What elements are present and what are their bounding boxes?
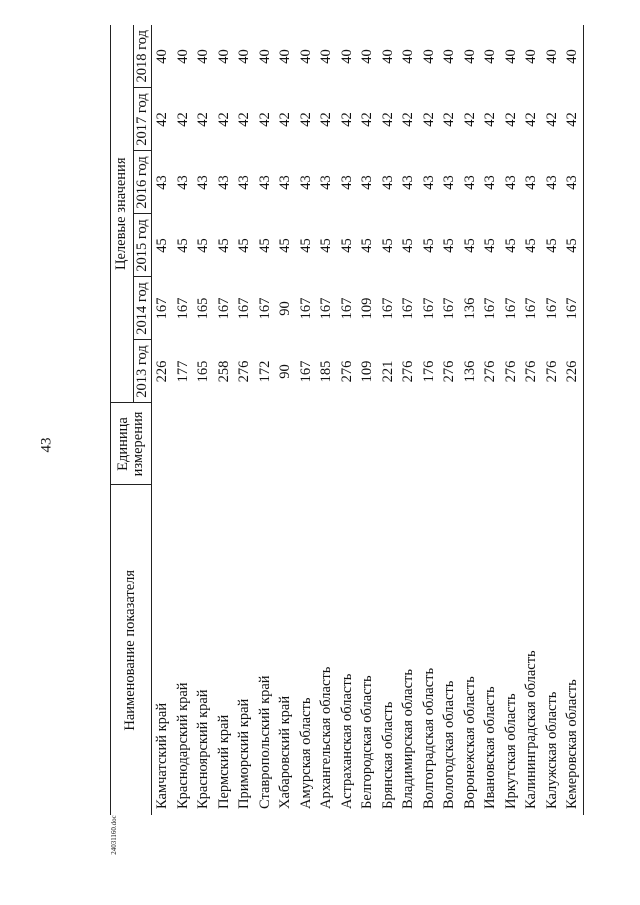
region-name-cell: Калужская область: [543, 691, 560, 809]
unit-cell: [275, 403, 296, 485]
value-cell: 40: [461, 49, 478, 64]
value-cell: 42: [215, 112, 232, 127]
value-cell: 43: [400, 175, 416, 190]
value-cell: 276: [482, 360, 498, 383]
value-cell: 42: [482, 112, 498, 127]
region-name-cell: Белгородская область: [359, 675, 375, 809]
value-cell: 42: [441, 112, 457, 127]
region-name-cell: Вологодская область: [441, 680, 457, 809]
value-cell: 90: [277, 364, 293, 379]
region-name-cell: Волгоградская область: [420, 667, 437, 809]
unit-cell: [357, 403, 378, 485]
value-cell: 40: [523, 49, 539, 64]
value-cell: 177: [174, 360, 191, 383]
table-row: [501, 25, 522, 815]
value-cell: 172: [256, 360, 273, 383]
value-cell: 43: [154, 175, 170, 190]
value-cell: 40: [236, 49, 252, 64]
value-cell: 43: [195, 175, 211, 190]
value-cell: 43: [236, 175, 252, 190]
value-cell: 42: [256, 112, 273, 127]
unit-cell: [439, 403, 460, 485]
value-cell: 43: [482, 175, 498, 190]
header-year-2014: 2014 год: [134, 277, 152, 340]
value-cell: 45: [441, 238, 457, 253]
value-cell: 276: [338, 360, 355, 383]
value-cell: 45: [400, 238, 416, 253]
value-cell: 42: [523, 112, 539, 127]
unit-cell: [296, 403, 317, 485]
value-cell: 40: [338, 49, 355, 64]
value-cell: 45: [482, 238, 498, 253]
value-cell: 45: [154, 238, 170, 253]
value-cell: 42: [195, 112, 211, 127]
table-row: [419, 25, 440, 815]
value-cell: 167: [379, 297, 396, 320]
value-cell: 42: [174, 112, 191, 127]
value-cell: 185: [318, 360, 334, 383]
indicator-table: [110, 25, 584, 815]
value-cell: 43: [174, 175, 191, 190]
value-cell: 40: [318, 49, 334, 64]
value-cell: 43: [359, 175, 375, 190]
table-row: [193, 25, 214, 815]
value-cell: 40: [441, 49, 457, 64]
region-name-cell: Амурская область: [297, 697, 314, 809]
value-cell: 43: [379, 175, 396, 190]
value-cell: 40: [256, 49, 273, 64]
value-cell: 45: [174, 238, 191, 253]
value-cell: 276: [400, 360, 416, 383]
value-cell: 40: [562, 25, 583, 88]
region-name-cell: Воронежская область: [461, 676, 478, 809]
value-cell: 45: [543, 238, 560, 253]
value-cell: 43: [461, 175, 478, 190]
value-cell: 45: [562, 214, 583, 277]
value-cell: 109: [359, 360, 375, 383]
value-cell: 167: [318, 297, 334, 320]
table-row: [316, 25, 337, 815]
value-cell: 42: [562, 88, 583, 151]
value-cell: 42: [379, 112, 396, 127]
page-number: 43: [38, 437, 55, 453]
unit-cell: [337, 403, 358, 485]
value-cell: 45: [359, 238, 375, 253]
table-row: [562, 25, 583, 815]
value-cell: 167: [400, 297, 416, 320]
unit-cell: [193, 403, 214, 485]
value-cell: 40: [420, 49, 437, 64]
unit-cell: [173, 403, 194, 485]
table-row: [234, 25, 255, 815]
table-row: [378, 25, 399, 815]
table-row: [255, 25, 276, 815]
region-name-cell: Хабаровский край: [277, 695, 293, 809]
value-cell: 42: [338, 112, 355, 127]
region-name-cell: Архангельская область: [318, 666, 334, 809]
value-cell: 42: [461, 112, 478, 127]
table-header: [111, 25, 152, 815]
value-cell: 43: [318, 175, 334, 190]
value-cell: 40: [359, 49, 375, 64]
header-year-2017: 2017 год: [134, 88, 152, 151]
table-row: [296, 25, 317, 815]
unit-cell: [316, 403, 337, 485]
table-row: [214, 25, 235, 815]
value-cell: 167: [174, 297, 191, 320]
value-cell: 167: [236, 297, 252, 320]
table-row: [275, 25, 296, 815]
unit-cell: [562, 403, 583, 485]
value-cell: 43: [338, 175, 355, 190]
region-name-cell: Краснодарский край: [174, 682, 191, 809]
value-cell: 221: [379, 360, 396, 383]
region-name-cell: Кемеровская область: [562, 485, 583, 815]
table-row: [173, 25, 194, 815]
region-name-cell: Брянская область: [379, 701, 396, 809]
value-cell: 136: [461, 360, 478, 383]
table-row: [357, 25, 378, 815]
region-name-cell: Калининградская область: [523, 650, 539, 809]
document-code: 24031160.doc: [110, 815, 118, 855]
value-cell: 43: [215, 175, 232, 190]
unit-cell: [521, 403, 542, 485]
value-cell: 165: [195, 360, 211, 383]
value-cell: 40: [400, 49, 416, 64]
value-cell: 167: [543, 297, 560, 320]
header-indicator: Наименование показателя: [111, 485, 152, 815]
value-cell: 45: [195, 238, 211, 253]
unit-cell: [419, 403, 440, 485]
value-cell: 167: [215, 297, 232, 320]
value-cell: 43: [441, 175, 457, 190]
value-cell: 90: [277, 301, 293, 316]
value-cell: 136: [461, 297, 478, 320]
value-cell: 42: [359, 112, 375, 127]
value-cell: 43: [420, 175, 437, 190]
value-cell: 167: [523, 297, 539, 320]
value-cell: 40: [277, 49, 293, 64]
value-cell: 42: [400, 112, 416, 127]
value-cell: 109: [359, 297, 375, 320]
value-cell: 45: [523, 238, 539, 253]
value-cell: 176: [420, 360, 437, 383]
region-name-cell: Пермский край: [215, 714, 232, 809]
value-cell: 43: [562, 151, 583, 214]
value-cell: 40: [195, 49, 211, 64]
value-cell: 40: [502, 49, 519, 64]
table-row: [398, 25, 419, 815]
value-cell: 40: [543, 49, 560, 64]
value-cell: 45: [256, 238, 273, 253]
value-cell: 167: [338, 297, 355, 320]
region-name-cell: Красноярский край: [195, 689, 211, 809]
unit-cell: [234, 403, 255, 485]
unit-cell: [378, 403, 399, 485]
value-cell: 167: [562, 277, 583, 340]
region-name-cell: Владимирская область: [400, 669, 416, 809]
value-cell: 276: [236, 360, 252, 383]
region-name-cell: Камчатский край: [154, 702, 170, 809]
value-cell: 40: [482, 49, 498, 64]
table-sheet: [110, 25, 580, 815]
header-year-2013: 2013 год: [134, 340, 152, 403]
value-cell: 276: [523, 360, 539, 383]
header-year-2016: 2016 год: [134, 151, 152, 214]
value-cell: 276: [502, 360, 519, 383]
value-cell: 45: [215, 238, 232, 253]
region-name-cell: Астраханская область: [338, 673, 355, 809]
unit-cell: [214, 403, 235, 485]
table-row: [480, 25, 501, 815]
value-cell: 43: [256, 175, 273, 190]
unit-cell: [460, 403, 481, 485]
value-cell: 45: [277, 238, 293, 253]
value-cell: 45: [420, 238, 437, 253]
value-cell: 45: [379, 238, 396, 253]
value-cell: 42: [420, 112, 437, 127]
value-cell: 276: [441, 360, 457, 383]
header-year-2015: 2015 год: [134, 214, 152, 277]
value-cell: 226: [154, 360, 170, 383]
value-cell: 42: [502, 112, 519, 127]
value-cell: 167: [482, 297, 498, 320]
value-cell: 167: [297, 360, 314, 383]
unit-cell: [542, 403, 563, 485]
value-cell: 42: [154, 112, 170, 127]
value-cell: 45: [297, 238, 314, 253]
value-cell: 167: [441, 297, 457, 320]
value-cell: 43: [277, 175, 293, 190]
header-year-2018: 2018 год: [134, 25, 152, 88]
value-cell: 45: [318, 238, 334, 253]
value-cell: 45: [236, 238, 252, 253]
value-cell: 165: [195, 297, 211, 320]
value-cell: 276: [543, 360, 560, 383]
value-cell: 40: [154, 49, 170, 64]
region-name-cell: Приморский край: [236, 698, 252, 809]
table-body: [152, 25, 584, 815]
table-row: [460, 25, 481, 815]
unit-cell: [398, 403, 419, 485]
table-row: [337, 25, 358, 815]
table-row: [521, 25, 542, 815]
value-cell: 167: [297, 297, 314, 320]
unit-cell: [501, 403, 522, 485]
value-cell: 40: [215, 49, 232, 64]
value-cell: 167: [154, 297, 170, 320]
value-cell: 40: [174, 49, 191, 64]
value-cell: 43: [297, 175, 314, 190]
value-cell: 42: [543, 112, 560, 127]
table-row: [542, 25, 563, 815]
value-cell: 40: [297, 49, 314, 64]
unit-cell: [255, 403, 276, 485]
table-row: [152, 25, 173, 815]
value-cell: 45: [338, 238, 355, 253]
region-name-cell: Ставропольский край: [256, 675, 273, 809]
value-cell: 167: [256, 297, 273, 320]
value-cell: 226: [562, 340, 583, 403]
value-cell: 43: [543, 175, 560, 190]
header-unit: Единица измерения: [111, 403, 152, 485]
value-cell: 42: [318, 112, 334, 127]
unit-cell: [480, 403, 501, 485]
region-name-cell: Ивановская область: [482, 686, 498, 809]
value-cell: 40: [379, 49, 396, 64]
unit-cell: [152, 403, 173, 485]
value-cell: 258: [215, 360, 232, 383]
table-row: [439, 25, 460, 815]
value-cell: 42: [277, 112, 293, 127]
value-cell: 45: [461, 238, 478, 253]
header-target: Целевые значения: [111, 25, 134, 403]
value-cell: 42: [297, 112, 314, 127]
region-name-cell: Иркутская область: [502, 693, 519, 809]
value-cell: 167: [420, 297, 437, 320]
value-cell: 43: [502, 175, 519, 190]
value-cell: 42: [236, 112, 252, 127]
value-cell: 167: [502, 297, 519, 320]
value-cell: 43: [523, 175, 539, 190]
value-cell: 45: [502, 238, 519, 253]
